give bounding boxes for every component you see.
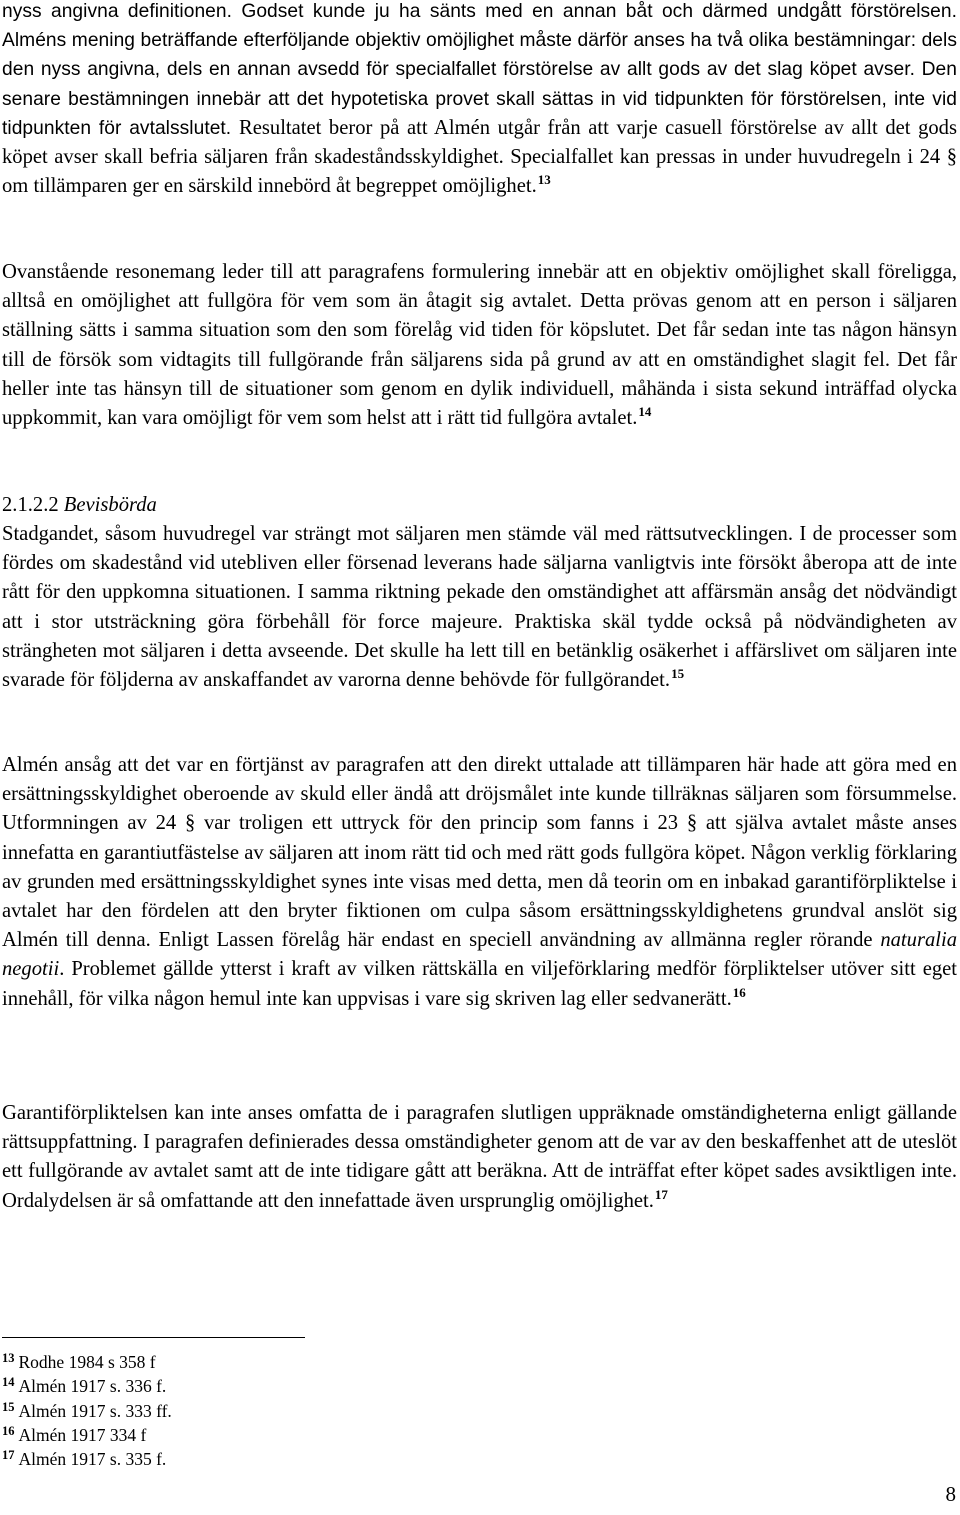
body-paragraph bbox=[2, 258, 957, 433]
footnote-number: 13 bbox=[2, 1351, 15, 1365]
footnote-number: 17 bbox=[2, 1448, 15, 1463]
footnote-reference[interactable]: 15 bbox=[671, 666, 685, 682]
paragraph-text: Ovanstående resonemang leder till att paragrafens formulering innebär att en objektiv omöjlighet skall föreligga, alltså en omöjlighet att fullgöra för vem som än åtagit sig avtalet. Detta prövas genom att en person i säljaren ställning sätts i samma situation som den som förelåg vid tiden för köpslutet. Det får sedan inte tas någon hänsyn till de försök som vidtagits till fullgörande från säljarens sida på grund av att en omständighet slagit fel. Det får heller inte tas hänsyn till de situationer som genom en dylik individuell, måhända i sista sekund inträffad olycka uppkommit, kan vara omöjligt för vem som helst att i rätt tid fullgöra avtalet. bbox=[2, 261, 957, 430]
footnote-reference[interactable]: 16 bbox=[732, 984, 746, 1000]
paragraph-text: Stadgandet, såsom huvudregel var strängt mot säljaren men stämde väl med rättsutvecklingen. I de processer som fördes om skadestånd vid utebliven eller försenad leverans hade säljarna vanligtvis inte försökt åberopa att de inte rått för den uppkomna situationen. I samma riktning pekade den omständighet att affärsmän ansåg det nödvändigt att i stor utsträckning göra förbehåll för force majeure. Praktiska skäl tydde också på nödvändigheten av strängheten mot säljaren i detta avseende. Det skulle ha lett till en betänklig osäkerhet i affärslivet om säljaren inte svarade för följderna av anskaffandet av varorna denne behövde för fullgörandet. bbox=[2, 523, 957, 692]
section-heading bbox=[2, 491, 957, 520]
footnote-separator bbox=[2, 1337, 305, 1338]
body-paragraph bbox=[2, 1099, 957, 1216]
body-paragraph bbox=[2, 751, 957, 1014]
footnote-number: 16 bbox=[2, 1423, 15, 1438]
footnote-text: Almén 1917 334 f bbox=[18, 1424, 147, 1445]
paragraph-text: . Problemet gällde ytterst i kraft av vilken rättskälla en viljeförklaring medför förpliktelser utöver sitt eget innehåll, för vilka någon hemul inte kan uppvisas i vare sig skriven lag eller sedvanerätt. bbox=[2, 958, 957, 1010]
footnote-text: Almén 1917 s. 333 ff. bbox=[18, 1400, 172, 1421]
paragraph-text: Garantiförpliktelsen kan inte anses omfatta de i paragrafen slutligen uppräknade omständigheterna enligt gällande rättsuppfattning. I paragrafen definierades dessa omständigheter genom att de var av den beskaffenhet att de uteslöt ett fullgörande av avtalet samt att de inte tidigare gått att beräkna. Att de inträffat efter köpet sades avsiktligen inte. Ordalydelsen är så omfattande att den innefattade även ursprunglig omöjlighet. bbox=[2, 1102, 957, 1212]
paragraph-text: Almén ansåg att det var en förtjänst av paragrafen att den direkt uttalade att tillämparen här hade att göra med en ersättningsskyldighet oberoende av skuld eller ändå att dröjsmålet inte kunde tillräknas säljaren som försummelse. Utformningen av 24 § var troligen ett uttryck för den princip som fanns i 23 § att själva avtalet måste anses innefatta en garantiutfästelse av säljaren att inom rätt tid och med rätt gods fullgöra köpet. Någon verklig förklaring av grunden med ersättningsskyldighet synes inte visas med detta, men då teorin om en inbakad garantiförpliktelse i avtalet har den fördelen att den bryter fiktionen om culpa såsom ersättningsskyldighetens grundval anslöt sig Almén till denna. Enligt Lassen förelåg här endast en speciell användning av allmänna regler rörande bbox=[2, 754, 957, 952]
footnote-reference[interactable]: 14 bbox=[638, 404, 652, 420]
paragraph-text: naturalia negotii bbox=[2, 929, 957, 981]
footnote-list bbox=[2, 1350, 172, 1471]
page-number: 8 bbox=[945, 1482, 956, 1506]
footnote-item bbox=[2, 1350, 172, 1374]
body-paragraph bbox=[2, 520, 957, 695]
footnote-reference[interactable]: 13 bbox=[537, 172, 551, 188]
footnote-item bbox=[2, 1423, 172, 1447]
section-number: 2.1.2.2 bbox=[2, 494, 59, 516]
footnote-item bbox=[2, 1374, 172, 1398]
footnote-number: 14 bbox=[2, 1375, 15, 1390]
footnote-reference[interactable]: 17 bbox=[654, 1186, 668, 1202]
footnote-text: Almén 1917 s. 335 f. bbox=[18, 1449, 167, 1470]
body-paragraph bbox=[2, 0, 957, 201]
footnote-item bbox=[2, 1399, 172, 1423]
paragraph-text: Resultatet beror på att Almén utgår från att varje casuell förstörelse av allt det gods köpet avser skall befria säljaren från skadeståndsskyldighet. Specialfallet kan pressas in under huvudregeln i 24 § om tillämparen ger en särskild innebörd åt begreppet omöjlighet. bbox=[2, 116, 957, 198]
section-title: Bevisbörda bbox=[63, 494, 157, 516]
paragraph-text: nyss angivna definitionen. Godset kunde ju ha sänts med en annan båt och därmed undgått förstörelsen. Alméns mening beträffande efterföljande objektiv omöjlighet måste därför anses ha två olika bestämningar: dels den nyss angivna, dels en annan avsedd för specialfallet förstörelse av allt gods av det slag köpet avser. Den senare bestämningen innebär att det hypotetiska provet skall sättas in vid tidpunkten för förstörelsen, inte vid tidpunkten för avtalsslutet. bbox=[2, 1, 957, 139]
footnote-text: Rodhe 1984 s 358 f bbox=[18, 1352, 156, 1372]
footnote-text: Almén 1917 s. 336 f. bbox=[18, 1376, 167, 1397]
footnote-item bbox=[2, 1447, 172, 1471]
footnote-number: 15 bbox=[2, 1399, 15, 1414]
